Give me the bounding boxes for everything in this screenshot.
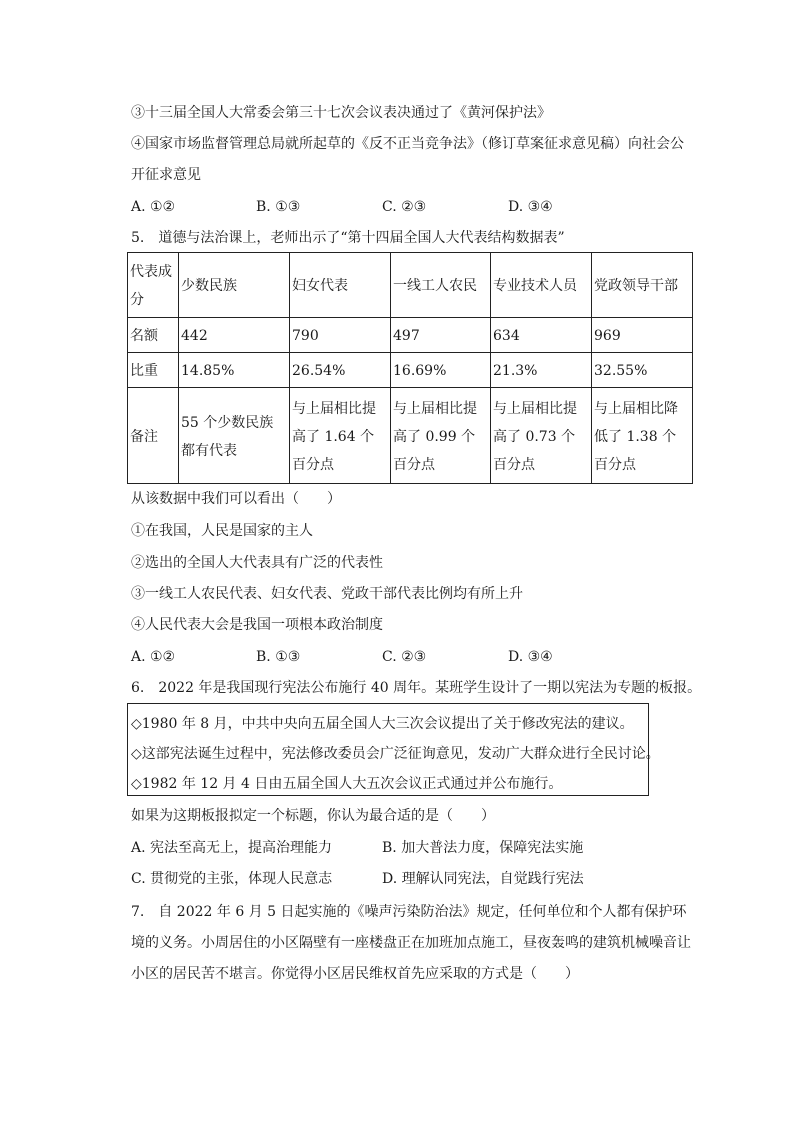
table-cell: 比重 [128, 353, 179, 388]
table-cell: 14.85% [179, 353, 290, 388]
table-header-row [128, 253, 693, 318]
table-cell: 55 个少数民族都有代表 [179, 388, 290, 484]
table-cell: 与上届相比降低了 1.38 个百分点 [592, 388, 693, 484]
q5-option-d[interactable]: D. ③④ [508, 649, 553, 665]
table-header-cell: 专业技术人员 [491, 253, 592, 318]
blackboard-box [127, 703, 660, 796]
q4-option-a[interactable]: A. ①② [131, 199, 176, 215]
table-row [128, 388, 693, 484]
q5-item: ①在我国，人民是国家的主人 [131, 523, 313, 539]
table-header-cell: 妇女代表 [290, 253, 391, 318]
q5-stem: 5. 道德与法治课上，老师出示了“第十四届全国人大代表结构数据表” [131, 230, 565, 246]
q5-option-a[interactable]: A. ①② [131, 649, 176, 665]
q4-item-3: ③十三届全国人大常委会第三十七次会议表决通过了《黄河保护法》 [131, 105, 551, 121]
q5-option-b[interactable]: B. ①③ [256, 649, 301, 665]
table-cell: 32.55% [592, 353, 693, 388]
table-cell: 与上届相比提高了 1.64 个百分点 [290, 388, 391, 484]
q4-item-4-line2: 开征求意见 [131, 167, 201, 183]
q7-text: 7. 自 2022 年 6 月 5 日起实施的《噪声污染防治法》规定，任何单位和个人都有保护环境的义务。小周居住的小区隔壁有一座楼盘正在加班加点施工，昼夜轰鸣的建筑机械噪音让小区的居民苦不堪言。你觉得小区居民维权首先应采取的方式是（ ） [131, 904, 691, 982]
table-cell: 备注 [128, 388, 179, 484]
table-cell: 21.3% [491, 353, 592, 388]
table-cell: 与上届相比提高了 0.73 个百分点 [491, 388, 592, 484]
q6-option-c[interactable]: C. 贯彻党的主张，体现人民意志 [131, 871, 333, 887]
table-cell: 442 [179, 318, 290, 353]
table-cell: 26.54% [290, 353, 391, 388]
q6-option-a[interactable]: A. 宪法至高无上，提高治理能力 [131, 840, 333, 856]
table-header-cell: 少数民族 [179, 253, 290, 318]
q4-option-d[interactable]: D. ③④ [508, 199, 553, 215]
q4-option-c[interactable]: C. ②③ [382, 199, 427, 215]
table-row [128, 353, 693, 388]
table-header-cell: 一线工人农民 [391, 253, 491, 318]
q6-option-d[interactable]: D. 理解认同宪法，自觉践行宪法 [382, 871, 584, 887]
table-cell: 与上届相比提高了 0.99 个百分点 [391, 388, 491, 484]
table-header-cell: 代表成分 [128, 253, 179, 318]
q5-item: ④人民代表大会是我国一项根本政治制度 [131, 617, 383, 633]
q5-question: 从该数据中我们可以看出（ ） [131, 491, 341, 507]
representative-table [127, 252, 693, 484]
box-line: ◇1980 年 8 月，中共中央向五届全国人大三次会议提出了关于修改宪法的建议。 [131, 716, 634, 732]
box-line: ◇这部宪法诞生过程中，宪法修改委员会广泛征询意见，发动广大群众进行全民讨论。 [131, 746, 660, 762]
table-header-cell: 党政领导干部 [592, 253, 693, 318]
q6-question: 如果为这期板报拟定一个标题，你认为最合适的是（ ） [131, 808, 495, 824]
q6-stem: 6. 2022 年是我国现行宪法公布施行 40 周年。某班学生设计了一期以宪法为专题的板报。 [131, 680, 702, 696]
table-cell: 790 [290, 318, 391, 353]
table-cell: 16.69% [391, 353, 491, 388]
table-cell: 969 [592, 318, 693, 353]
table-cell: 497 [391, 318, 491, 353]
q5-item: ②选出的全国人大代表具有广泛的代表性 [131, 555, 383, 571]
table-cell: 名额 [128, 318, 179, 353]
q4-option-b[interactable]: B. ①③ [256, 199, 301, 215]
table-row [128, 318, 693, 353]
box-line: ◇1982 年 12 月 4 日由五届全国人大五次会议正式通过并公布施行。 [131, 776, 563, 792]
q5-option-c[interactable]: C. ②③ [382, 649, 427, 665]
q5-item: ③一线工人农民代表、妇女代表、党政干部代表比例均有所上升 [131, 586, 523, 602]
q6-option-b[interactable]: B. 加大普法力度，保障宪法实施 [382, 840, 584, 856]
table-cell: 634 [491, 318, 592, 353]
q4-item-4-line1: ④国家市场监督管理总局就所起草的《反不正当竞争法》（修订草案征求意见稿）向社会公 [131, 136, 684, 152]
